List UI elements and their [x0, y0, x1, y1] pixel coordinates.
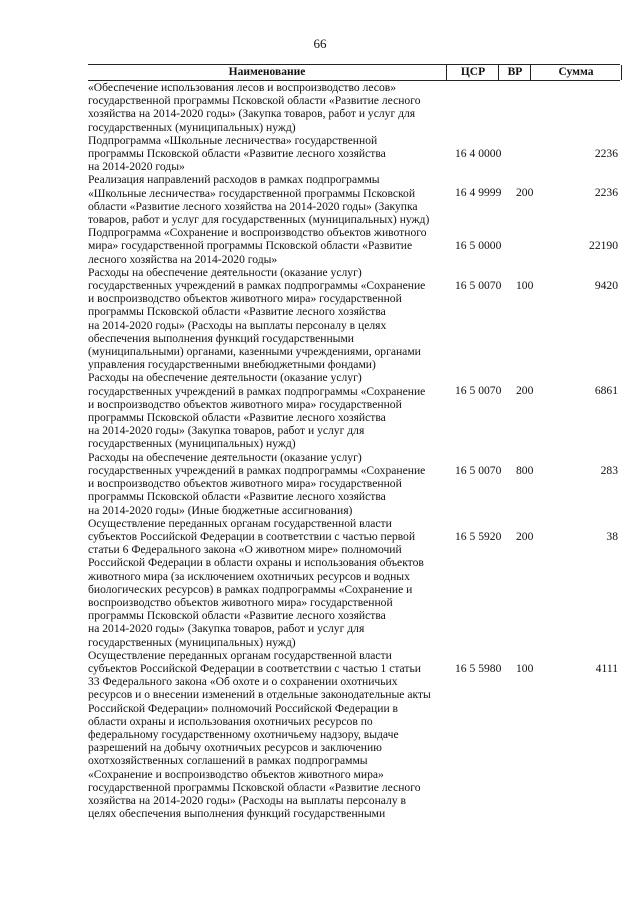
table-row — [88, 266, 620, 372]
header-sum: Сумма — [530, 65, 622, 80]
row-name: Подпрограмма «Сохранение и воспроизводство объектов животного мира» государственной программы Псковской области «Развитие лесного хозяйства на 2014-2020 годы» — [88, 226, 427, 266]
header-name: Наименование — [228, 66, 306, 78]
page-number: 66 — [313, 36, 327, 51]
table-row — [88, 451, 620, 517]
row-csr: 16 5 5980 — [455, 661, 502, 675]
table-row — [88, 371, 620, 450]
row-csr: 16 5 5920 — [455, 529, 502, 543]
row-sum: 2236 — [594, 146, 618, 160]
row-name: «Обеспечение использования лесов и воспроизводство лесов» государственной программы Псковской области «Развитие лесного хозяйства на 2014-2020 годы» (Закупка товаров, работ и услуг для государственных (муниципальных) нужд) — [88, 81, 421, 134]
row-csr: 16 5 0000 — [455, 239, 502, 253]
table-row — [88, 649, 620, 821]
row-name: Реализация направлений расходов в рамках подпрограммы «Школьные лесничества» государственной программы Псковской области «Развитие лесного хозяйства на 2014-2020 годы» (Закупка товаров, работ и услуг для государственных (муниципальных) нужд) — [88, 173, 430, 227]
row-sum: 4111 — [595, 661, 618, 675]
row-sum: 9420 — [594, 278, 618, 292]
table-row — [88, 226, 620, 266]
row-sum: 283 — [600, 463, 618, 477]
header-csr: ЦСР — [446, 65, 499, 80]
row-name: Расходы на обеспечение деятельности (оказание услуг) государственных учреждений в рамках подпрограммы «Сохранение и воспроизводство объектов животного мира» государственной программы Псковской области «Развитие лесного хозяйства на 2014-2020 годы» (Закупка товаров, работ и услуг для государственных (муниципальных) нужд) — [88, 371, 426, 451]
row-vr: 100 — [516, 278, 534, 292]
table-row — [88, 81, 620, 134]
row-name: Осуществление переданных органам государственной власти субъектов Российской Федерации в соответствии с частью первой статьи 6 Федерального закона «О животном мире» полномочий Российской Федерации в области охраны и использования объектов животного мира (за исключением охотничьих ресурсов и водных биологических ресурсов) в рамках подпрограммы «Сохранение и воспроизводство объектов животного мира» государственной программы Псковской области «Развитие лесного хозяйства на 2014-2020 годы» (Закупка товаров, работ и услуг для государственных (муниципальных) нужд) — [88, 516, 424, 649]
row-csr: 16 5 0070 — [455, 463, 502, 477]
row-sum: 38 — [606, 529, 618, 543]
budget-table — [88, 64, 620, 820]
row-vr: 200 — [516, 529, 534, 543]
row-name: Расходы на обеспечение деятельности (оказание услуг) государственных учреждений в рамках подпрограммы «Сохранение и воспроизводство объектов животного мира» государственной программы Псковской области «Развитие лесного хозяйства на 2014-2020 годы» (Расходы на выплаты персоналу в целях обеспечения выполнения функций государственными (муниципальными) органами, казенными учреждениями, органами управления государственными внебюджетными фондами) — [88, 265, 426, 372]
row-vr: 100 — [516, 661, 534, 675]
row-sum: 6861 — [594, 384, 618, 398]
row-vr: 200 — [516, 384, 534, 398]
header-vr: ВР — [498, 65, 531, 80]
row-csr: 16 5 0070 — [455, 384, 502, 398]
row-csr: 16 4 0000 — [455, 146, 502, 160]
row-vr: 200 — [516, 186, 534, 200]
row-name: Осуществление переданных органам государственной власти субъектов Российской Федерации в соответствии с частью 1 статьи 33 Федерального закона «Об охоте и о сохранении охотничьих ресурсов и о внесении изменений в отдельные законодательные акты Российской Федерации» полномочий Российской Федерации в области охраны и использования охотничьих ресурсов по федеральному государственному охотничьему надзору, выдаче разрешений на добычу охотничьих ресурсов и заключению охотхозяйственных соглашений в рамках подпрограммы «Сохранение и воспроизводство объектов животного мира» государственной программы Псковской области «Развитие лесного хозяйства на 2014-2020 годы» (Расходы на выплаты персоналу в целях обеспечения выполнения функций государственными — [88, 648, 431, 821]
table-body — [88, 81, 620, 820]
row-name: Расходы на обеспечение деятельности (оказание услуг) государственных учреждений в рамках подпрограммы «Сохранение и воспроизводство объектов животного мира» государственной программы Псковской области «Развитие лесного хозяйства на 2014-2020 годы» (Иные бюджетные ассигнования) — [88, 450, 426, 517]
row-vr: 800 — [516, 463, 534, 477]
table-row — [88, 173, 620, 226]
table-row — [88, 517, 620, 649]
row-name: Подпрограмма «Школьные лесничества» государственной программы Псковской области «Развитие лесного хозяйства на 2014-2020 годы» — [88, 133, 386, 174]
row-csr: 16 5 0070 — [455, 278, 502, 292]
row-sum: 22190 — [589, 239, 618, 253]
table-header — [88, 64, 620, 81]
table-row — [88, 134, 620, 174]
row-csr: 16 4 9999 — [455, 186, 502, 200]
row-sum: 2236 — [594, 186, 618, 200]
